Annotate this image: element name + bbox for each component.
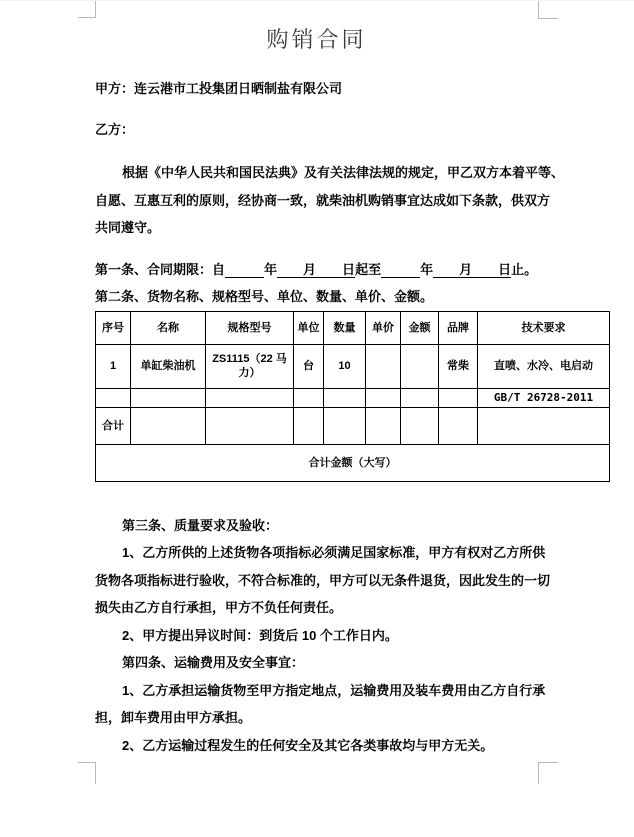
col-header-unit: 单位 (294, 311, 324, 344)
col-header-tech-req: 技术要求 (478, 311, 610, 344)
clause3-item1-line-3: 损失由乙方自行承担，甲方不负任何责任。 (95, 600, 343, 615)
cell-empty (324, 407, 366, 444)
cell-unit-price (366, 344, 401, 388)
clause3-item2: 2、甲方提出异议时间：到货后 10 个工作日内。 (122, 627, 398, 643)
page-title: 购销合同 (266, 27, 367, 52)
cell-empty (366, 407, 401, 444)
clause1-blank-year-1 (225, 262, 264, 278)
cell-empty (401, 407, 439, 444)
cell-empty (294, 407, 324, 444)
clause1-month-day-1: 月 日 (277, 261, 356, 277)
cell-empty (96, 388, 131, 407)
party-a-line: 甲方：连云港市工投集团日晒制盐有限公司 (95, 81, 343, 96)
clause1-head: 第一条、合同期限：自 (95, 261, 226, 277)
col-header-quantity: 数量 (324, 311, 366, 344)
clause1-blank-year-2 (381, 262, 420, 278)
clause1-mid: 起至 (355, 261, 382, 277)
cell-brand: 常柴 (439, 344, 478, 388)
margin-crop-mark-top-left (78, 1, 96, 18)
margin-crop-mark-top-right (538, 1, 558, 19)
preamble-line-1: 根据《中华人民共和国民法典》及有关法律法规的规定，甲乙双方本着平等、 (122, 165, 565, 180)
col-header-name: 名称 (131, 311, 206, 344)
cell-empty (401, 388, 439, 407)
cell-empty (366, 388, 401, 407)
goods-table (95, 311, 610, 482)
col-header-amount: 金额 (401, 311, 439, 344)
clause4-item2: 2、乙方运输过程发生的任何安全及其它各类事故均与甲方无关。 (122, 737, 494, 753)
col-header-index: 序号 (96, 311, 131, 344)
document-body (95, 17, 594, 759)
cell-unit: 台 (294, 344, 324, 388)
cell-model: ZS1115（22 马力） (206, 344, 294, 388)
cell-empty (131, 407, 206, 444)
col-header-model: 规格型号 (206, 311, 294, 344)
clause1-tail: 止。 (511, 261, 538, 277)
table-row-item-1 (96, 344, 610, 388)
margin-crop-mark-bottom-right (538, 762, 558, 784)
table-row-standard (96, 388, 610, 407)
clause1-year-label-2: 年 (420, 261, 434, 277)
cell-empty (439, 407, 478, 444)
cell-tech-req: 直喷、水冷、电启动 (478, 344, 610, 388)
col-header-unit-price: 单价 (366, 311, 401, 344)
clause1-term-line (95, 256, 538, 284)
clause3-item1-line-1: 1、乙方所供的上述货物各项指标必须满足国家标准，甲方有权对乙方所供 (122, 545, 546, 560)
clause2-line: 第二条、货物名称、规格型号、单位、数量、单价、金额。 (95, 289, 434, 304)
clause4-item1-line-1: 1、乙方承担运输货物至甲方指定地点，运输费用及装车费用由乙方自行承 (122, 682, 546, 698)
margin-crop-mark-bottom-left (78, 762, 96, 784)
cell-quantity: 10 (324, 344, 366, 388)
preamble-line-3: 共同遵守。 (95, 220, 161, 235)
cell-empty (206, 388, 294, 407)
cell-name: 单缸柴油机 (131, 344, 206, 388)
col-header-brand: 品牌 (439, 311, 478, 344)
cell-standard-number: GB/T 26728-2011 (478, 388, 610, 407)
party-b-line: 乙方： (95, 121, 135, 137)
cell-empty (294, 388, 324, 407)
cell-index: 1 (96, 344, 131, 388)
clause4-title: 第四条、运输费用及安全事宜： (122, 655, 305, 670)
cell-amount (401, 344, 439, 388)
clause1-year-label-1: 年 (264, 261, 278, 277)
cell-empty (439, 388, 478, 407)
table-row-total (96, 407, 610, 444)
clause1-month-day-2: 月 日 (433, 261, 512, 277)
clause4-item1-line-2: 担，卸车费用由甲方承担。 (95, 710, 252, 725)
cell-empty (206, 407, 294, 444)
clause3-item1-line-2: 货物各项指标进行验收，不符合标准的，甲方可以无条件退货，因此发生的一切 (95, 572, 551, 588)
cell-total-label: 合计 (96, 407, 131, 444)
cell-amount-in-words: 合计金额（大写） (96, 444, 610, 481)
clause3-title: 第三条、质量要求及验收： (122, 517, 279, 533)
preamble-line-2: 自愿、互惠互利的原则，经协商一致，就柴油机购销事宜达成如下条款，供双方 (95, 192, 551, 208)
cell-empty (324, 388, 366, 407)
cell-empty (478, 407, 610, 444)
cell-empty (131, 388, 206, 407)
table-header-row (96, 311, 610, 344)
table-row-amount-in-words (96, 444, 610, 481)
